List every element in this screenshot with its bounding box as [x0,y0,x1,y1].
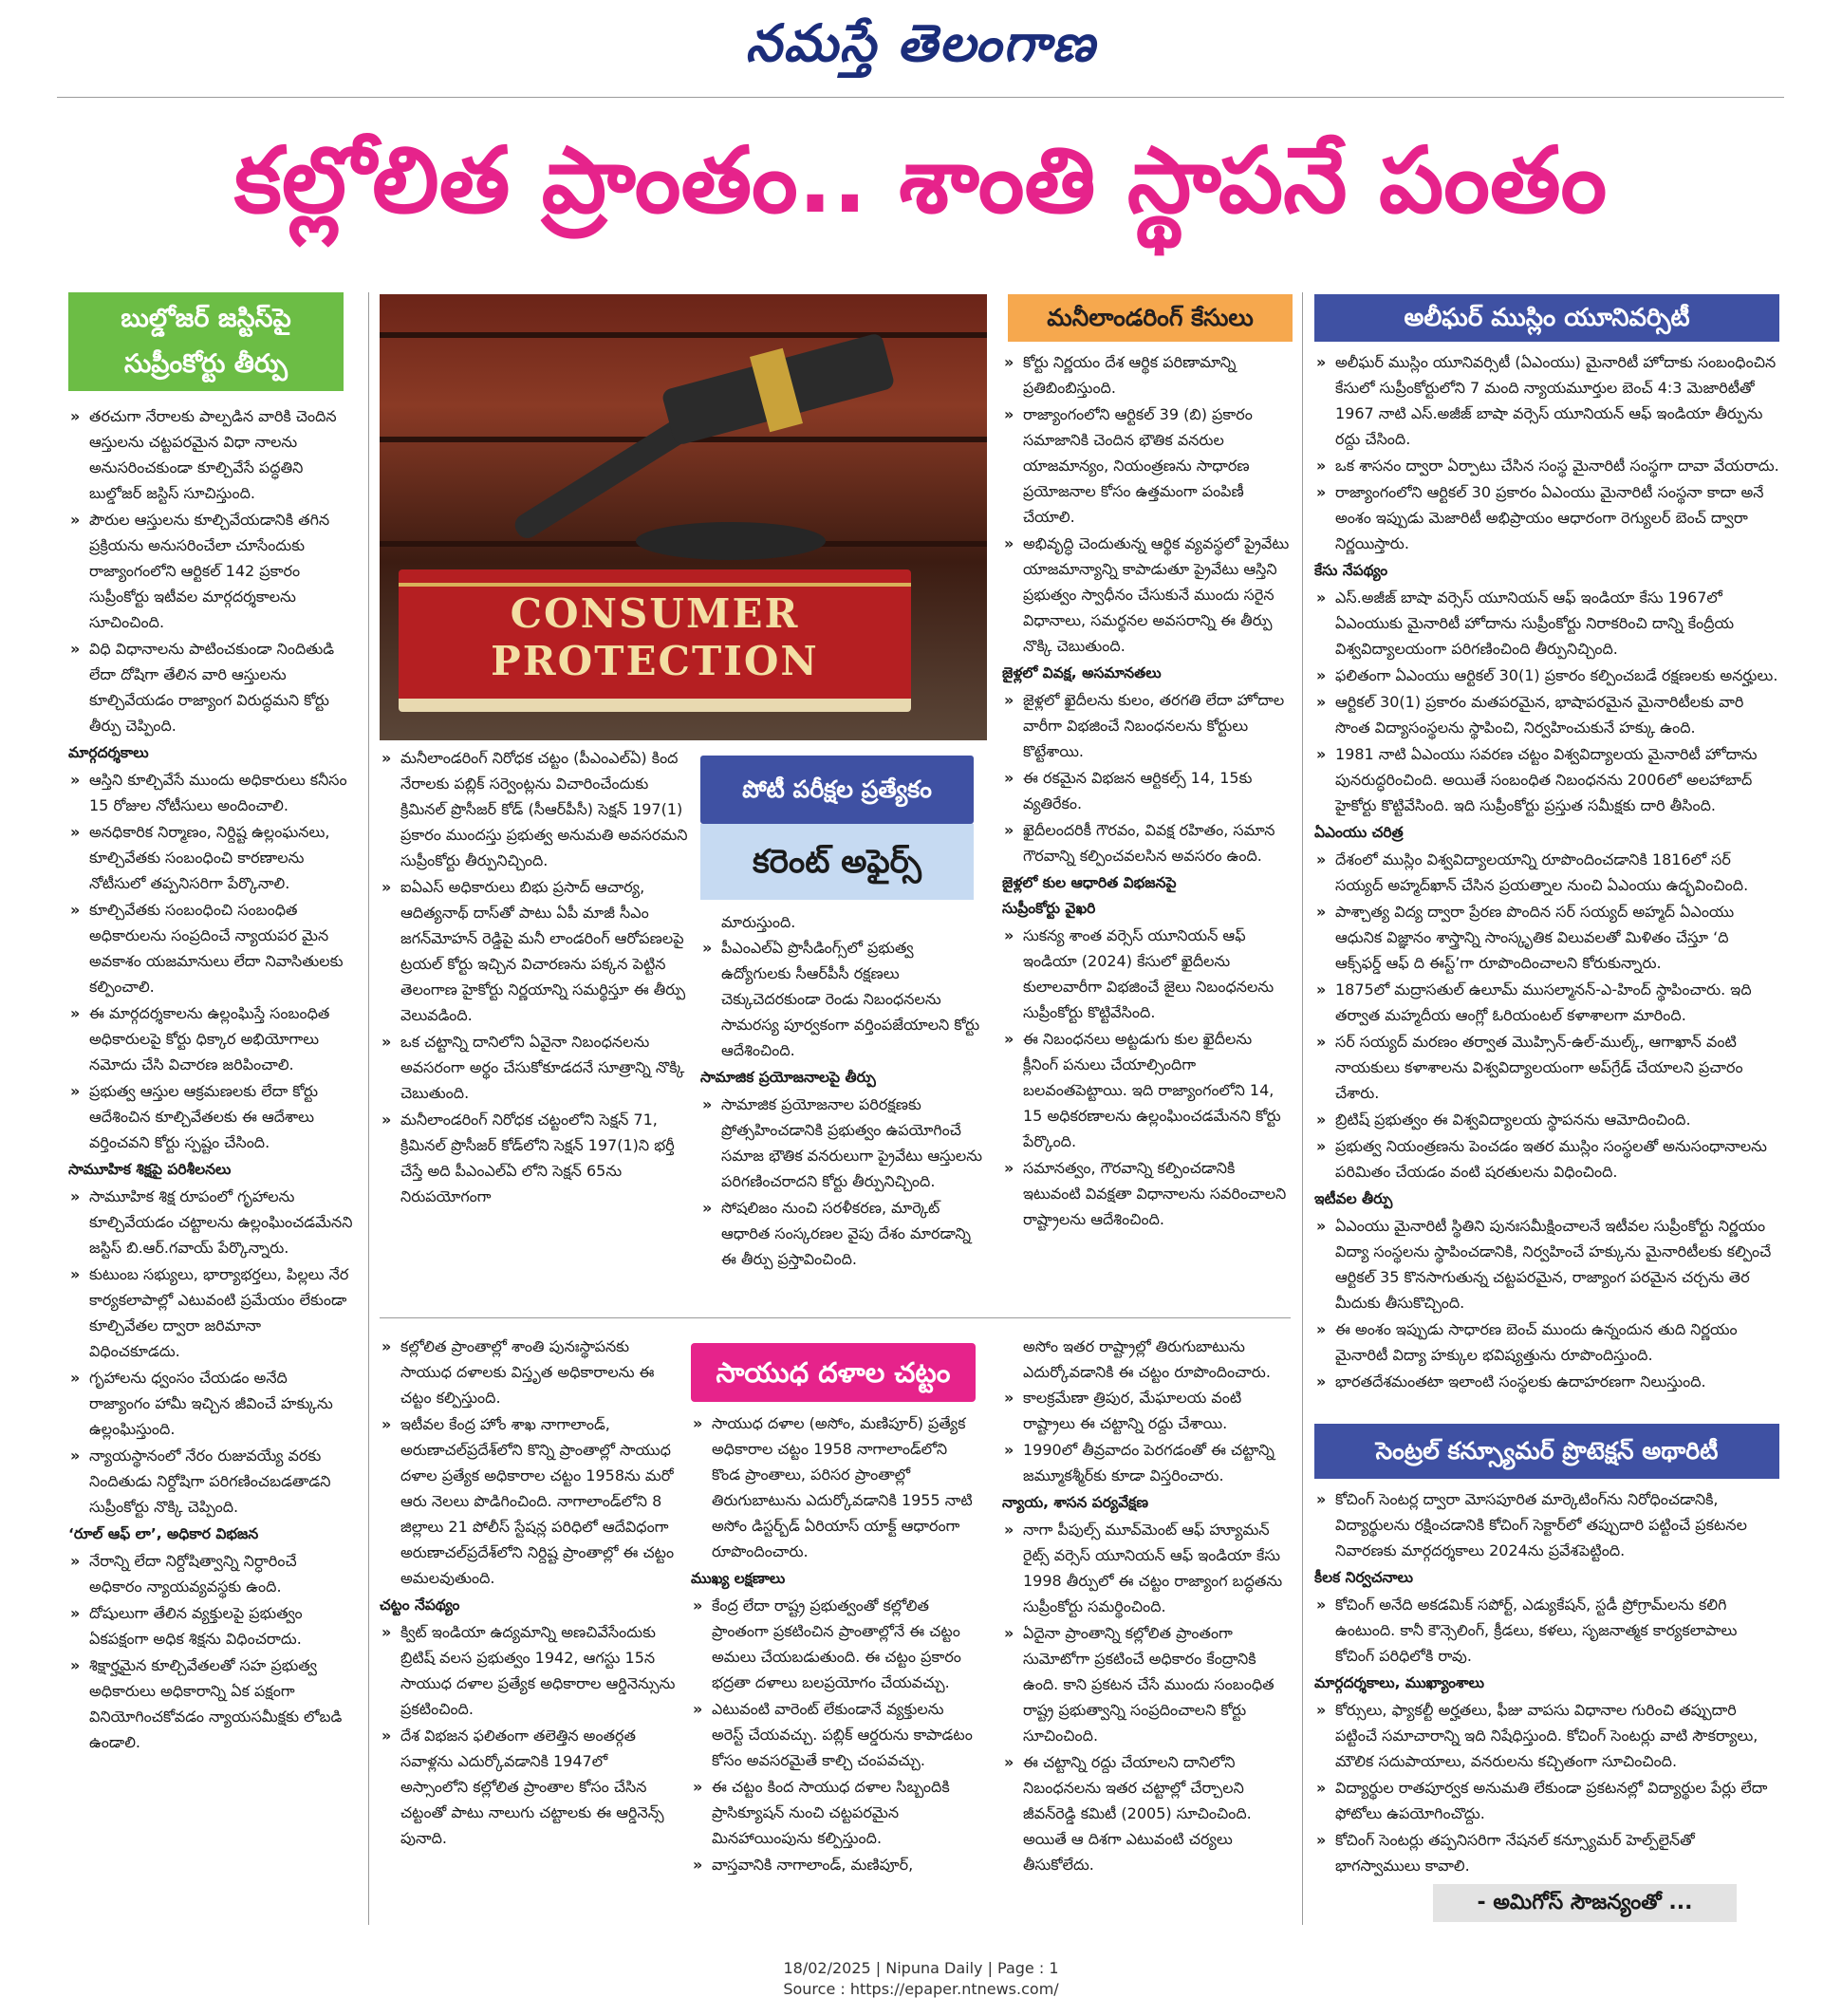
newspaper-logo: నమస్తే తెలంగాణ [745,12,1097,73]
subheading-line-1: జైళ్లలో కుల ఆధారిత విభజనపై [1002,874,1177,891]
subheading-caste-division [1002,870,1292,922]
subheading-collective-punishment: సామూహిక శిక్షపై పరిశీలనలు [68,1161,232,1178]
list-item: » భారతదేశమంతటా ఇలాంటి సంస్థలకు ఉదాహరణగా నిలుస్తుంది. [1314,1369,1779,1394]
subheading-key-definitions: కీలక నిర్వచనాలు [1314,1569,1413,1586]
bullet-list-d [1314,1213,1779,1394]
list-item: » 1875లో మద్రాసతుల్ ఉలూమ్ ముసల్మానన్-ఎ-హింద్ స్థాపించారు. ఇది తర్వాత మహ్మదీయ ఆంగ్లో ఓరియంటల్ కళాశాలగా మారింది. [1314,977,1779,1028]
bullet-list-b [1314,1592,1779,1669]
list-item: » కోర్టు నిర్ణయం దేశ ఆర్థిక పరిణామాన్ని ప్రతిబింబిస్తుంది. [1002,349,1292,401]
list-item: » ఎస్.అజీజ్ బాషా వర్సెస్ యూనియన్ ఆఫ్ ఇండియా కేసు 1967లో ఏఎంయుకు మైనారిటీ హోదాను సుప్రీంకోర్టు నిరాకరించి దాన్ని కేంద్రీయ విశ్వవిద్యాలయంగా పరిగణించింది తీర్పునిచ్చింది. [1314,585,1779,662]
list-item: » ఈ మార్గదర్శకాలను ఉల్లంఘిస్తే సంబంధిత అధికారులపై కోర్టు ధిక్కార అభియోగాలు నమోదు చేసి విచారణ జరిపించాలి. [68,1000,353,1077]
book-stripe [399,583,911,587]
subheading-judicial-review: న్యాయ, శాసన పర్యవేక్షణ [1002,1494,1148,1511]
footer-source: Source : https://epaper.ntnews.com/ [783,1980,1059,1998]
list-item: » సర్ సయ్యద్ మరణం తర్వాత మొహ్సిన్-ఉల్-ముల్క్, ఆగాఖాన్ వంటి నాయకులు కళాశాలను విశ్వవిద్యాలయంగా అప్‌గ్రేడ్ చేయాలని ప్రచారం చేశారు. [1314,1029,1779,1106]
bullet-list-b [1002,687,1292,868]
list-item: » తరచుగా నేరాలకు పాల్పడిన వారికి చెందిన ఆస్తులను చట్టపరమైన విధా నాలను అనుసరించకుండా కూల్చివేసే పద్ధతిని బుల్డోజర్ జస్టిస్ సూచిస్తుంది. [68,403,353,506]
bullet-list-c [68,1184,353,1520]
bullet-list-a [691,1410,980,1564]
column-armed-forces-act [691,1410,980,1878]
bullet-list-b [691,1593,980,1877]
subheading-recent-ruling: ఇటీవల తీర్పు [1314,1190,1393,1207]
armed-forces-act-title-box: సాయుధ దళాల చట్టం [691,1343,976,1402]
list-item: » ఈ రకమైన విభజన ఆర్టికల్స్ 14, 15కు వ్యతిరేకం. [1002,765,1292,816]
bullet-list-d [68,1548,353,1755]
list-item: » కోచింగ్ అనేది అకడమిక్ సపోర్ట్, ఎడ్యుకేషన్, స్టడీ ప్రోగ్రామ్‌లను కలిగి ఉంటుంది. కానీ కౌన్సెలింగ్, క్రీడలు, కళలు, సృజనాత్మక కార్యకలాపాలు కోచింగ్ పరిధిలోకి రావు. [1314,1592,1779,1669]
list-item: » కూల్చివేతకు సంబంధించి సంబంధిత అధికారులను సంప్రదించే న్యాయపర మైన అవకాశం యజమానులు లేదా నివాసితులకు కల్పించాలి. [68,897,353,999]
list-item: » నేరాన్ని లేదా నిర్దోషిత్వాన్ని నిర్ధారించే అధికారం న్యాయవ్యవస్థకు ఉంది. [68,1548,353,1599]
list-item: » 1990లో తీవ్రవాదం పెరగడంతో ఈ చట్టాన్ని జమ్మూకశ్మీర్‌కు కూడా విస్తరించారు. [1002,1437,1292,1488]
list-item: » ఖైదీలందరికీ గౌరవం, వివక్ష రహితం, సమాన గౌరవాన్ని కల్పించవలసిన అవసరం ఉంది. [1002,817,1292,868]
column-money-laundering-ruling [380,745,693,1210]
bullet-list [380,745,693,1209]
page-headline: కల్లోలిత ప్రాంతం.. శాంతి స్థాపనే పంతం [233,127,1608,233]
column-divider [1302,292,1303,1925]
bullet-list-a [700,935,985,1063]
list-item: » పాశ్చాత్య విద్య ద్వారా ప్రేరణ పొందిన సర్ సయ్యద్ అహ్మద్ ఏఎంయు ఆధునిక విజ్ఞానం శాస్త్రాన్ని సాంస్కృతిక విలువలతో మిళితం చేస్తూ ‘ది ఆక్స్‌ఫర్డ్ ఆఫ్ ది ఈస్ట్’గా రూపొందించాలని కోరుకున్నారు. [1314,899,1779,976]
bullet-list-a [68,403,353,738]
credit-line: - అమిగోస్ సౌజన్యంతో ... [1433,1884,1737,1922]
list-item: » దోషులుగా తేలిన వ్యక్తులపై ప్రభుత్వం ఏకపక్షంగా అధిక శిక్షను విధించరాదు. [68,1600,353,1652]
list-item: » సుకన్య శాంత వర్సెస్ యూనియన్ ఆఫ్ ఇండియా (2024) కేసులో ఖైదీలను కులాలవారీగా విభజించే జైలు నిబంధనలను సుప్రీంకోర్టు కొట్టివేసింది. [1002,923,1292,1025]
bullet-list-a [380,1334,679,1591]
list-item: » ఫలితంగా ఏఎంయు ఆర్టికల్ 30(1) ప్రకారం కల్పించబడే రక్షణలకు అనర్హులు. [1314,663,1779,688]
subheading-amu-history: ఏఎంయు చరిత్ర [1314,824,1404,841]
column-social-benefits [700,909,985,1273]
amu-title-box: అలీఘర్ ముస్లిం యూనివర్సిటీ [1314,294,1779,342]
law-book [399,569,911,712]
list-item: » కాలక్రమేణా త్రిపుర, మేఘాలయ వంటి రాష్ట్రాలు ఈ చట్టాన్ని రద్దు చేశాయి. [1002,1385,1292,1436]
list-item: » అభివృద్ధి చెందుతున్న ఆర్థిక వ్యవస్థలో ప్రైవేటు యాజమాన్యాన్ని కాపాడుతూ ప్రైవేటు ఆస్తిని ప్రభుత్వం స్వాధీనం చేసుకునే ముందు సరైన విధానాలు, సమర్థనల అవసరాన్ని ఈ తీర్పు నొక్కి చెబుతుంది. [1002,531,1292,659]
bullet-list-a [1002,349,1292,659]
subheading-prison-discrimination: జైళ్లలో వివక్ష, అసమానతలు [1002,664,1162,681]
bullet-list-b [1314,585,1779,818]
column-bulldozer-justice [68,403,353,1756]
list-item: » సోషలిజం నుంచి సరళీకరణ, మార్కెట్ ఆధారిత సంస్కరణల వైపు దేశం మారడాన్ని ఈ తీర్పు ప్రస్తావించింది. [700,1195,985,1272]
list-item: » ఈ అంశం ఇప్పుడు సాధారణ బెంచ్ ముందు ఉన్నందున తుది నిర్ణయం మైనారిటీ విద్యా హక్కుల భవిష్యత్తును రూపొందిస్తుంది. [1314,1316,1779,1368]
list-item: » క్విట్ ఇండియా ఉద్యమాన్ని అణచివేసేందుకు బ్రిటిష్ వలస ప్రభుత్వం 1942, ఆగస్టు 15న సాయుధ దళాల ప్రత్యేక అధికారాల ఆర్డినెన్సును ప్రకటించింది. [380,1619,679,1722]
list-item: » మనీలాండరింగ్ నిరోధక చట్టంలోని సెక్షన్ 71, క్రిమినల్ ప్రొసీజర్ కోడ్‌లోని సెక్షన్ 197(1)ని భర్తీ చేస్తే అది పీఎంఎల్ఏ లోని సెక్షన్ 65ను నిరుపయోగంగా [380,1107,693,1209]
bullet-list-c [1314,1697,1779,1878]
bullet-list-c [1314,847,1779,1185]
subheading-guidelines-highlights: మార్గదర్శకాలు, ముఖ్యాంశాలు [1314,1674,1485,1691]
list-item: » ఈ చట్టాన్ని రద్దు చేయాలని దానిలోని నిబంధనలను ఇతర చట్టాల్లో చేర్చాలని జీవన్‌రెడ్డి కమిటీ (2005) సూచించింది. అయితే ఆ దిశగా ఎటువంటి చర్యలు తీసుకోలేదు. [1002,1749,1292,1877]
subheading-act-background: చట్టం నేపథ్యం [380,1596,460,1614]
column-armed-forces-intro [380,1334,679,1852]
list-item: » విధి విధానాలను పాటించకుండా నిందితుడి లేదా దోషిగా తేలిన వారి ఆస్తులను కూల్చివేయడం రాజ్యాంగ విరుద్ధమని కోర్టు తీర్పు చెప్పింది. [68,636,353,738]
bullet-list-a [1314,1486,1779,1563]
list-item: » కోచింగ్ సెంటర్లు తప్పనిసరిగా నేషనల్ కన్స్యూమర్ హెల్ప్‌లైన్‌తో భాగస్వాములు కావాలి. [1314,1827,1779,1878]
list-item: » సాయుధ దళాల (అసోం, మణిపూర్) ప్రత్యేక అధికారాల చట్టం 1958 నాగాలాండ్‌లోని కొండ ప్రాంతాలు, పరిసర ప్రాంతాల్లో తిరుగుబాటును ఎదుర్కోవడానికి 1955 నాటి అసోం డిస్టర్బ్‌డ్ ఏరియాస్ యాక్ట్ ఆధారంగా రూపొందించారు. [691,1410,980,1564]
list-item: » రాజ్యాంగంలోని ఆర్టికల్ 30 ప్రకారం ఏఎంయు మైనారిటీ సంస్థనా కాదా అనే అంశం ఇప్పుడు మెజారిటీ అభిప్రాయం ఆధారంగా రెగ్యులర్ బెంచ్ ద్వారా నిర్ణయిస్తారు. [1314,479,1779,556]
list-item: » ఈ నిబంధనలు అట్టడుగు కుల ఖైదీలను క్లీనింగ్ పనులు చేయాల్సిందిగా బలవంతపెట్టాయి. ఇది రాజ్యాంగంలోని 14, 15 అధికరణాలను ఉల్లంఘించడమేనని కోర్టు పేర్కొంది. [1002,1026,1292,1154]
list-item: » రాజ్యాంగంలోని ఆర్టికల్ 39 (బి) ప్రకారం సమాజానికి చెందిన భౌతిక వనరుల యాజమాన్యం, నియంత్రణను సాధారణ ప్రయోజనాల కోసం ఉత్తమంగా పంపిణీ చేయాలి. [1002,401,1292,530]
list-item: » కల్లోలిత ప్రాంతాల్లో శాంతి పునఃస్థాపనకు సాయుధ దళాలకు విస్తృత అధికారాలను ఈ చట్టం కల్పిస్తుంది. [380,1334,679,1410]
section-divider [380,1317,1291,1318]
book-title-line-2: PROTECTION [491,638,819,684]
list-item: » విద్యార్థుల రాతపూర్వక అనుమతి లేకుండా ప్రకటనల్లో విద్యార్థుల పేర్లు లేదా ఫోటోలు ఉపయోగించొద్దు. [1314,1775,1779,1826]
list-item: » పౌరుల ఆస్తులను కూల్చివేయడానికి తగిన ప్రక్రియను అనుసరించేలా చూసేందుకు రాజ్యాంగంలోని ఆర్టికల్ 142 ప్రకారం సుప్రీంకోర్టు ఇటీవల మార్గదర్శకాలను సూచించింది. [68,507,353,635]
list-item: » పీఎంఎల్ఏ ప్రొసీడింగ్స్‌లో ప్రభుత్వ ఉద్యోగులకు సీఆర్‌పీసీ రక్షణలు చెక్కుచెదరకుండా రెండు నిబంధనలను సామరస్య పూర్వకంగా వర్తింపజేయాలని కోర్టు ఆదేశించింది. [700,935,985,1063]
subheading-guidelines: మార్గదర్శకాలు [68,744,149,761]
page-footer [0,1958,1842,2000]
list-item: » ఒక చట్టాన్ని దానిలోని ఏవైనా నిబంధనలను అవసరంగా అర్థం చేసుకోకూడదనే సూత్రాన్ని నొక్కి చెబుతుంది. [380,1029,693,1106]
list-item: » నాగా పీపుల్స్ మూవ్‌మెంట్ ఆఫ్ హ్యూమన్ రైట్స్ వర్సెస్ యూనియన్ ఆఫ్ ఇండియా కేసు 1998 తీర్పులో ఈ చట్టం రాజ్యాంగ బద్ధతను సుప్రీంకోర్టు సమర్థించింది. [1002,1517,1292,1619]
list-item: » కుటుంబ సభ్యులు, భార్యాభర్తలు, పిల్లలు నేర కార్యకలాపాల్లో ఎటువంటి ప్రమేయం లేకుండా కూల్చివేతల ద్వారా జరిమానా విధించకూడదు. [68,1261,353,1364]
column-judicial-oversight [1002,1334,1292,1878]
gavel-base [636,522,826,560]
continued-text: మారుస్తుంది. [721,913,796,931]
list-item: » గృహాలను ధ్వంసం చేయడం అనేది రాజ్యాంగం హామీ ఇచ్చిన జీవించే హక్కును ఉల్లంఘిస్తుంది. [68,1365,353,1442]
column-amu [1314,349,1779,1395]
bulldozer-justice-title-box [68,292,344,391]
bullet-list-b [700,1092,985,1272]
bullet-list-a [1314,349,1779,556]
footer-date-page: 18/02/2025 | Nipuna Daily | Page : 1 [783,1959,1059,1977]
list-item: » ప్రభుత్వ ఆస్తుల ఆక్రమణలకు లేదా కోర్టు ఆదేశించిన కూల్చివేతలకు ఈ ఆదేశాలు వర్తించవని కోర్టు స్పష్టం చేసింది. [68,1078,353,1155]
list-item: » అలీఘర్ ముస్లిం యూనివర్సిటీ (ఏఎంయు) మైనారిటీ హోదాకు సంబంధించిన కేసులో సుప్రీంకోర్టులోని 7 మంది న్యాయమూర్తుల బెంచ్ 4:3 మెజారిటీతో 1967 నాటి ఎస్.అజీజ్ బాషా వర్సెస్ యూనియన్ ఆఫ్ ఇండియా తీర్పును రద్దు చేసింది. [1314,349,1779,452]
list-item: » ఈ చట్టం కింద సాయుధ దళాల సిబ్బందికి ప్రాసిక్యూషన్ నుంచి చట్టపరమైన మినహాయింపును కల్పిస్తుంది. [691,1774,980,1851]
list-item: » 1981 నాటి ఏఎంయు సవరణ చట్టం విశ్వవిద్యాలయ మైనారిటీ హోదాను పునరుద్ధరించింది. అయితే సంబంధిత నిబంధనను 2006లో అలహాబాద్ హైకోర్టు కొట్టివేసింది. ఇది సుప్రీంకోర్టు ప్రస్తుత సమీక్షకు దారి తీసింది. [1314,741,1779,818]
list-item: » కోచింగ్ సెంటర్ల ద్వారా మోసపూరిత మార్కెటింగ్‌ను నిరోధించడానికి, విద్యార్థులను రక్షించడానికి కోచింగ్ సెక్టార్‌లో తప్పుదారి పట్టించే ప్రకటనల నివారణకు మార్గదర్శకాలు 2024ను ప్రవేశపెట్టింది. [1314,1486,1779,1563]
bullet-list-b [1002,1517,1292,1877]
subheading-key-features: ముఖ్య లక్షణాలు [691,1570,786,1587]
title-line-2: సుప్రీంకోర్టు తీర్పు [124,349,288,379]
list-item: » జైళ్లలో ఖైదీలను కులం, తరగతి లేదా హోదాల వారీగా విభజించే నిబంధనలను కోర్టులు కొట్టేశాయి. [1002,687,1292,764]
list-item: » ఎటువంటి వారెంట్ లేకుండానే వ్యక్తులను అరెస్ట్ చేయవచ్చు. పబ్లిక్ ఆర్డరును కాపాడటం కోసం అవసరమైతే కాల్చి చంపవచ్చు. [691,1696,980,1773]
ccpa-title-box: సెంట్రల్ కన్స్యూమర్ ప్రొటెక్షన్ అథారిటీ [1314,1424,1779,1479]
masthead [0,0,1842,95]
list-item: » ఆర్టికల్ 30(1) ప్రకారం మతపరమైన, భాషాపరమైన మైనారిటీలకు వారి సొంత విద్యాసంస్థలను స్థాపించి, నిర్వహించుకునే హక్కు ఉంది. [1314,689,1779,740]
list-item: » సామాజిక ప్రయోజనాల పరిరక్షణకు ప్రోత్సహించడానికి ప్రభుత్వం ఉపయోగించే సమాజ భౌతిక వనరులుగా ప్రైవేటు ఆస్తులను పరిగణించరాదని కోర్టు తీర్పునిచ్చింది. [700,1092,985,1194]
exam-special-banner: పోటీ పరీక్షల ప్రత్యేకం [700,756,974,824]
list-item: » ఒక శాసనం ద్వారా ఏర్పాటు చేసిన సంస్థ మైనారిటీ సంస్థగా దావా వేయరాదు. [1314,453,1779,478]
continued-text: అసోం ఇతర రాష్ట్రాల్లో తిరుగుబాటును ఎదుర్కోవడానికి ఈ చట్టం రూపొందించారు. [1023,1337,1271,1381]
subheading-rule-of-law: ‘రూల్ ఆఫ్ లా’, అధికార విభజన [68,1525,259,1542]
list-item: » దేశ విభజన ఫలితంగా తలెత్తిన అంతర్గత సవాళ్లను ఎదుర్కోవడానికి 1947లో అస్సాంలోని కల్లోలిత ప్రాంతాల కోసం చేసిన చట్టంతో పాటు నాలుగు చట్టాలకు ఈ ఆర్డినెన్స్ పునాది. [380,1723,679,1851]
list-item: » బ్రిటిష్ ప్రభుత్వం ఈ విశ్వవిద్యాలయ స్థాపనను ఆమోదించింది. [1314,1107,1779,1132]
list-item: » అనధికారిక నిర్మాణం, నిర్దిష్ట ఉల్లంఘనలు, కూల్చివేతకు సంబంధించి కారణాలను నోటీసులో తప్పనిసరిగా పేర్కొనాలి. [68,819,353,896]
bullet-list-c [1002,923,1292,1232]
list-item: » ఆస్తిని కూల్చివేసే ముందు అధికారులు కనీసం 15 రోజుల నోటీసులు అందించాలి. [68,767,353,818]
subheading-line-2: సుప్రీంకోర్టు వైఖరి [1002,900,1096,917]
list-item: » సామూహిక శిక్ష రూపంలో గృహాలను కూల్చివేయడం చట్టాలను ఉల్లంఘించడమేనని జస్టిస్ బి.ఆర్.గవాయ్ పేర్కొన్నారు. [68,1184,353,1260]
book-title-line-1: CONSUMER [510,590,800,637]
list-item: » శిక్షార్హమైన కూల్చివేతలతో సహ ప్రభుత్వ అధికారులు అధికారాన్ని ఏక పక్షంగా వినియోగించకోవడం న్యాయసమీక్షకు లోబడి ఉండాలి. [68,1652,353,1755]
list-item: » ఏఎంయు మైనారిటీ స్థితిని పునఃసమీక్షించాలనే ఇటీవల సుప్రీంకోర్టు నిర్ణయం విద్యా సంస్థలను స్థాపించడానికి, నిర్వహించే హక్కును మైనారిటీలకు కల్పించే ఆర్టికల్ 35 కొనసాగుతున్న చట్టపరమైన, రాజ్యాంగ పరమైన చర్చను తెర మీదుకు తీసుకొచ్చింది. [1314,1213,1779,1316]
list-item: » న్యాయస్థానంలో నేరం రుజువయ్యే వరకు నిందితుడు నిర్దోషిగా పరిగణించబడతాడని సుప్రీంకోర్టు నొక్కి చెప్పింది. [68,1443,353,1520]
bullet-list-b [380,1619,679,1851]
list-item: » కోర్సులు, ఫ్యాకల్టీ అర్హతలు, ఫీజు వాపసు విధానాల గురించి తప్పుదారి పట్టించే సమాచారాన్ని ఇది నిషేధిస్తుంది. కోచింగ్ సెంటర్లు వాటి సౌకర్యాలు, మౌలిక సదుపాయాలు, వనరులను కచ్చితంగా సూచించింది. [1314,1697,1779,1774]
list-item: » సమానత్వం, గౌరవాన్ని కల్పించడానికి ఇటువంటి వివక్షతా విధానాలను సవరించాలని రాష్ట్రాలను ఆదేశించింది. [1002,1155,1292,1232]
bullet-list-b [68,767,353,1155]
shelf-line [380,332,987,338]
title-line-1: బుల్డోజర్ జస్టిస్‌పై [121,304,291,333]
list-item: » ఐఏఎస్ అధికారులు బిభు ప్రసాద్ ఆచార్య, ఆదిత్యనాథ్ దాస్‌తో పాటు ఏపీ మాజీ సీఎం జగన్‌మోహన్ రెడ్డిపై మనీ లాండరింగ్ ఆరోపణలపై ట్రయల్ కోర్టు ఇచ్చిన విచారణను పక్కన పెట్టిన తెలంగాణ హైకోర్టు నిర్ణయాన్ని సమర్థిస్తూ ఈ తీర్పు వెలువడింది. [380,874,693,1028]
list-item: » ఇటీవల కేంద్ర హోం శాఖ నాగాలాండ్, అరుణాచల్‌ప్రదేశ్‌లోని కొన్ని ప్రాంతాల్లో సాయుధ దళాల ప్రత్యేక అధికారాల చట్టం 1958ను మరో ఆరు నెలలు పొడిగించింది. నాగాలాండ్‌లోని 8 జిల్లాలు 21 పోలీస్ స్టేషన్ల పరిధిలో ఆదేవిధంగా అరుణాచల్‌ప్రదేశ్‌లోని నిర్దిష్ట ప్రాంతాల్లో ఈ చట్టం అమలవుతుంది. [380,1411,679,1591]
list-item: » కేంద్ర లేదా రాష్ట్ర ప్రభుత్వంతో కల్లోలిత ప్రాంతంగా ప్రకటించిన ప్రాంతాల్లోనే ఈ చట్టం అమలు చేయబడుతుంది. ఈ చట్టం ప్రకారం భద్రతా దళాలు బలప్రయోగం చేయవచ్చు. [691,1593,980,1695]
bullet-list-a [1002,1385,1292,1488]
subheading-case-background: కేసు నేపథ్యం [1314,562,1388,579]
list-item: » ప్రభుత్వ నియంత్రణను పెంచడం ఇతర ముస్లిం సంస్థలతో అనుసంధానాలను పరిమితం చేయడం వంటి షరతులను విధించింది. [1314,1133,1779,1185]
masthead-divider [57,97,1784,98]
list-item: » వాస్తవానికి నాగాలాండ్, మణిపూర్, [691,1852,980,1877]
consumer-protection-photo [380,294,987,740]
column-money-laundering-cases [1002,349,1292,1233]
current-affairs-banner: కరెంట్ అఫైర్స్ [700,824,974,900]
list-item: » ఏదైనా ప్రాంతాన్ని కల్లోలిత ప్రాంతంగా సుమోటోగా ప్రకటించే అధికారం కేంద్రానికి ఉంది. కాని ప్రకటన చేసే ముందు సంబంధిత రాష్ట్ర ప్రభుత్వాన్ని సంప్రదించాలని కోర్టు సూచించింది. [1002,1620,1292,1748]
list-item: » దేశంలో ముస్లిం విశ్వవిద్యాలయాన్ని రూపొందించడానికి 1816లో సర్ సయ్యద్ అహ్మద్‌ఖాన్ చేసిన ప్రయత్నాల నుంచి ఏఎంయు ఉద్భవించింది. [1314,847,1779,898]
column-ccpa [1314,1486,1779,1879]
subheading-social-benefits: సామాజిక ప్రయోజనాలపై తీర్పు [700,1069,876,1086]
money-laundering-title-box: మనీలాండరింగ్ కేసులు [1008,294,1293,342]
list-item: » మనీలాండరింగ్ నిరోధక చట్టం (పీఎంఎల్ఏ) కింద నేరాలకు పబ్లిక్ సర్వెంట్లను విచారించేందుకు క్రిమినల్ ప్రొసీజర్ కోడ్ (సీఆర్‌పీసీ) సెక్షన్ 197(1) ప్రకారం ముందస్తు ప్రభుత్వ అనుమతి అవసరమని సుప్రీంకోర్టు తీర్పునిచ్చింది. [380,745,693,873]
column-divider [368,292,369,1925]
